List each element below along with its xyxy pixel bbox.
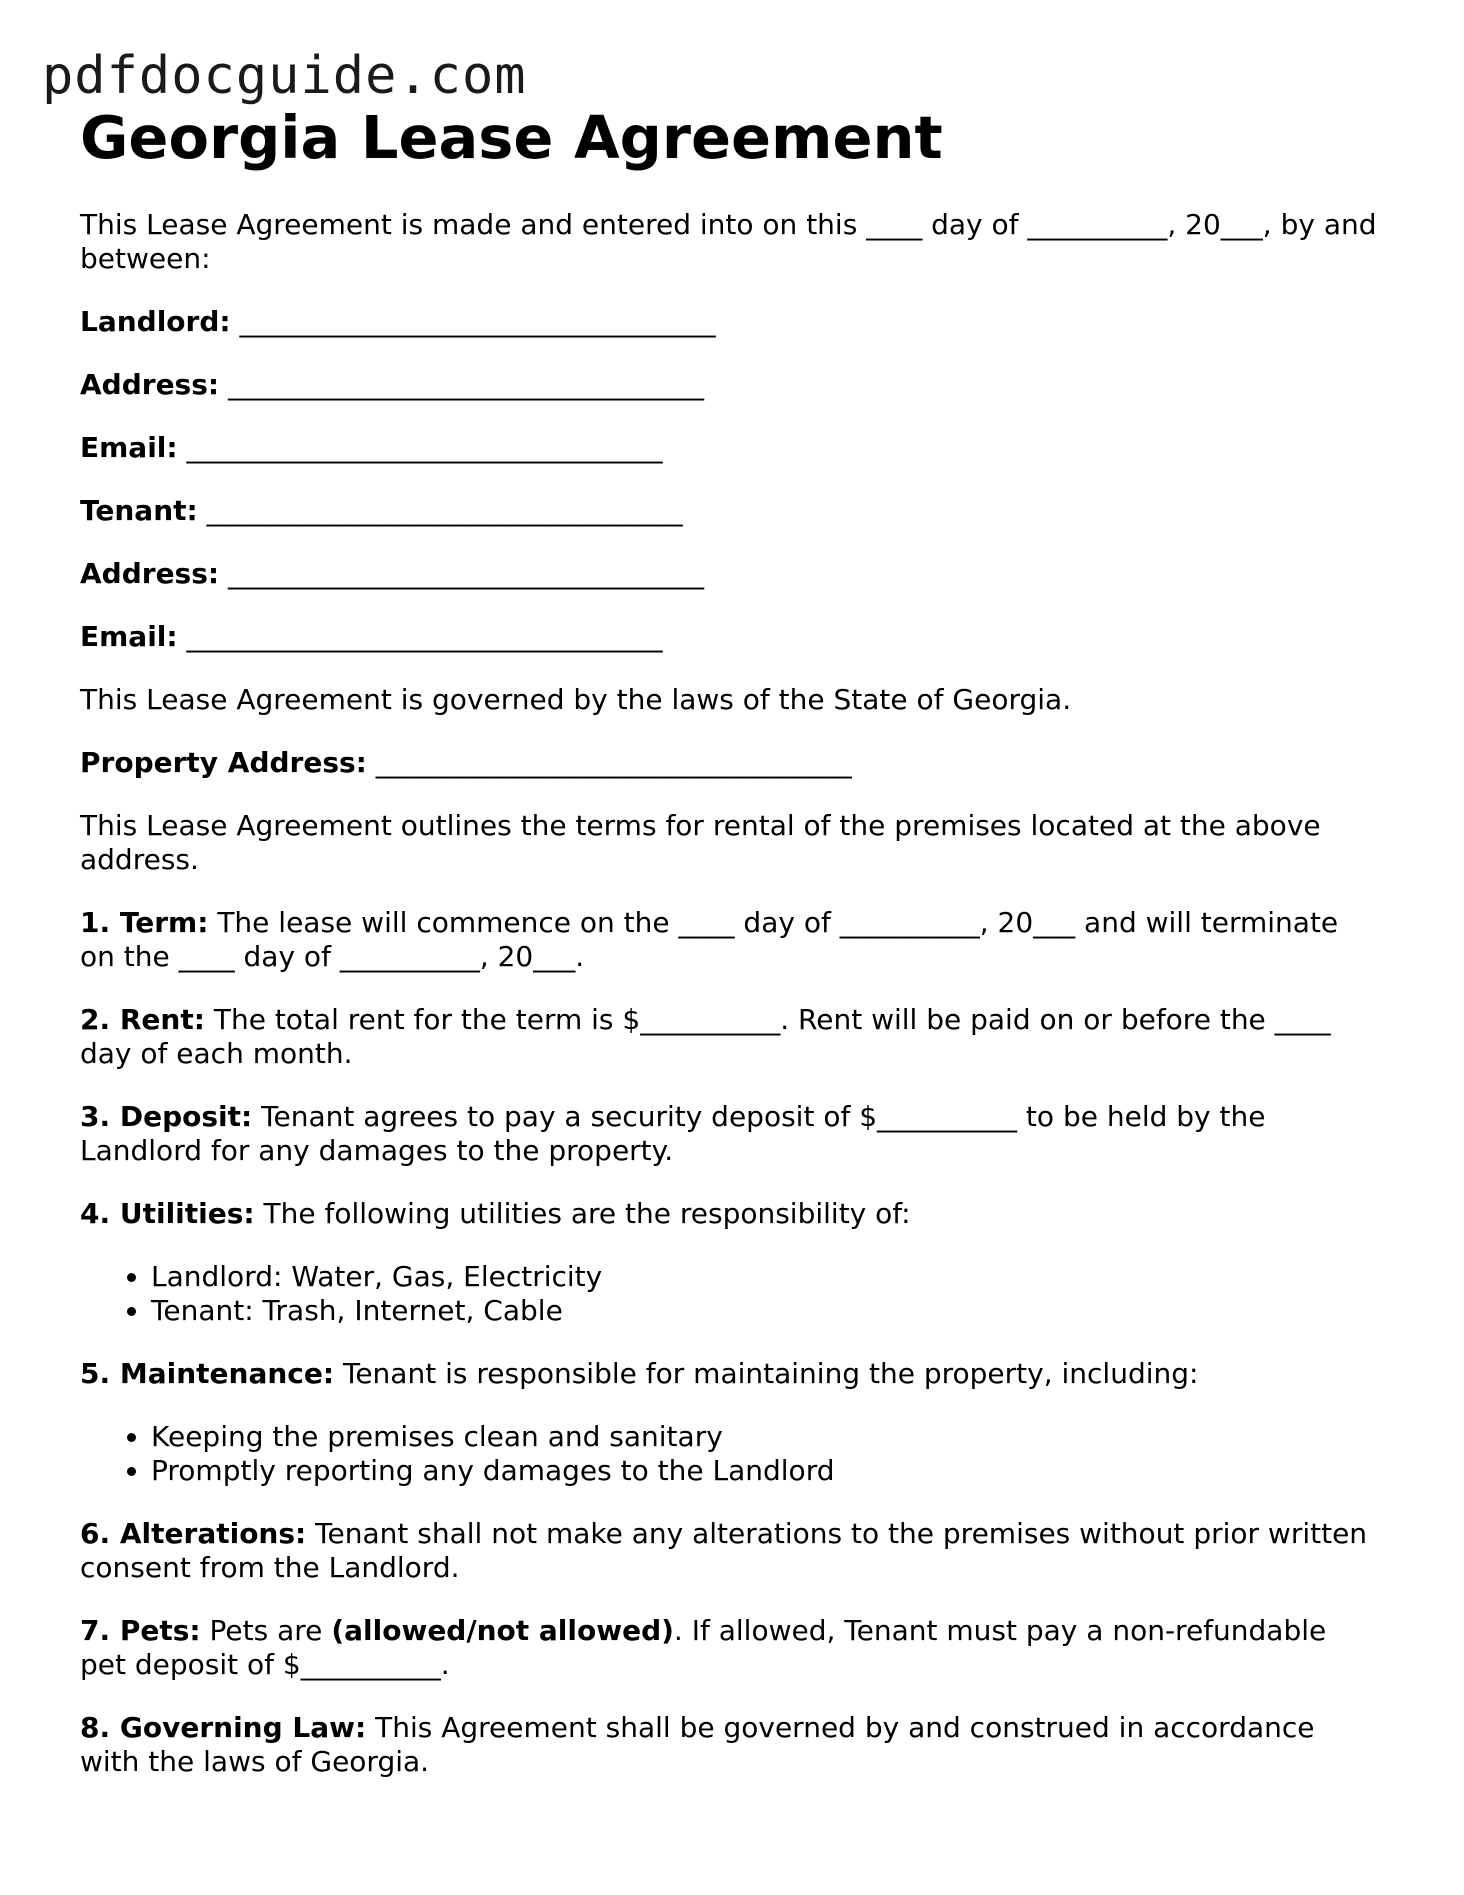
section-rent — [80, 1003, 1380, 1071]
tenant-name-line — [80, 494, 1380, 528]
section-alterations — [80, 1517, 1380, 1585]
section-pets-text-after: . If allowed, Tenant must pay a non-refundable pet deposit of $__________. — [80, 1614, 1327, 1681]
document-title: Georgia Lease Agreement — [80, 103, 943, 172]
outline-statement: This Lease Agreement outlines the terms for rental of the premises located at the above address. — [80, 809, 1321, 876]
list-item: • Keeping the premises clean and sanitary — [151, 1420, 1380, 1454]
section-deposit-heading: 3. Deposit: — [80, 1100, 253, 1133]
section-pets-option: (allowed/not allowed) — [331, 1614, 674, 1647]
section-term — [80, 906, 1380, 974]
landlord-email-blank: __________________________________ — [186, 431, 663, 464]
section-term-text: The lease will commence on the ____ day of __________, 20___ and will terminate on the ____ day of __________, 20___. — [80, 906, 1339, 973]
landlord-address-blank: __________________________________ — [228, 368, 704, 401]
tenant-name-blank: __________________________________ — [206, 494, 683, 527]
section-pets — [80, 1614, 1380, 1682]
section-alterations-heading: 6. Alterations: — [80, 1517, 307, 1550]
section-governing-law-heading: 8. Governing Law: — [80, 1711, 367, 1744]
property-address-blank: __________________________________ — [375, 746, 852, 779]
tenant-name-label: Tenant: — [80, 494, 198, 527]
property-address-line — [80, 746, 1380, 780]
section-pets-heading: 7. Pets: — [80, 1614, 201, 1647]
landlord-email-line — [80, 431, 1380, 465]
watermark-text: pdfdocguide.com — [42, 46, 527, 106]
section-governing-law — [80, 1711, 1380, 1779]
governed-statement: This Lease Agreement is governed by the laws of the State of Georgia. — [80, 683, 1072, 716]
landlord-name-line — [80, 305, 1380, 339]
section-deposit — [80, 1100, 1380, 1168]
section-rent-heading: 2. Rent: — [80, 1003, 205, 1036]
tenant-email-line — [80, 620, 1380, 654]
list-item: • Landlord: Water, Gas, Electricity — [151, 1260, 1380, 1294]
section-utilities-text: The following utilities are the responsibility of: — [263, 1197, 911, 1230]
tenant-address-blank: __________________________________ — [228, 557, 704, 590]
property-address-label: Property Address: — [80, 746, 367, 779]
section-alterations-text: Tenant shall not make any alterations to the premises without prior written consent from the Landlord. — [80, 1517, 1368, 1584]
section-utilities — [80, 1197, 1380, 1231]
landlord-name-label: Landlord: — [80, 305, 231, 338]
section-maintenance-text: Tenant is responsible for maintaining the property, including: — [342, 1357, 1199, 1390]
document-body — [80, 100, 1380, 1808]
section-term-heading: 1. Term: — [80, 906, 209, 939]
section-rent-text: The total rent for the term is $__________. Rent will be paid on or before the ____ day of each month. — [80, 1003, 1331, 1070]
landlord-email-label: Email: — [80, 431, 178, 464]
section-maintenance-heading: 5. Maintenance: — [80, 1357, 335, 1390]
landlord-address-line — [80, 368, 1380, 402]
landlord-name-blank: __________________________________ — [239, 305, 716, 338]
list-item: • Tenant: Trash, Internet, Cable — [151, 1294, 1380, 1328]
tenant-address-label: Address: — [80, 557, 220, 590]
landlord-address-label: Address: — [80, 368, 220, 401]
section-utilities-heading: 4. Utilities: — [80, 1197, 255, 1230]
list-item: • Promptly reporting any damages to the Landlord — [151, 1454, 1380, 1488]
section-maintenance — [80, 1357, 1380, 1391]
section-governing-law-text: This Agreement shall be governed by and construed in accordance with the laws of Georgia. — [80, 1711, 1315, 1778]
intro-paragraph: This Lease Agreement is made and entered into on this ____ day of __________, 20___, by and between: — [80, 208, 1377, 275]
tenant-email-label: Email: — [80, 620, 178, 653]
section-deposit-text: Tenant agrees to pay a security deposit of $__________ to be held by the Landlord for any damages to the property. — [80, 1100, 1266, 1167]
maintenance-list — [80, 1420, 1380, 1488]
tenant-address-line — [80, 557, 1380, 591]
utilities-list — [80, 1260, 1380, 1328]
section-pets-text-before: Pets are — [209, 1614, 323, 1647]
tenant-email-blank: __________________________________ — [186, 620, 663, 653]
